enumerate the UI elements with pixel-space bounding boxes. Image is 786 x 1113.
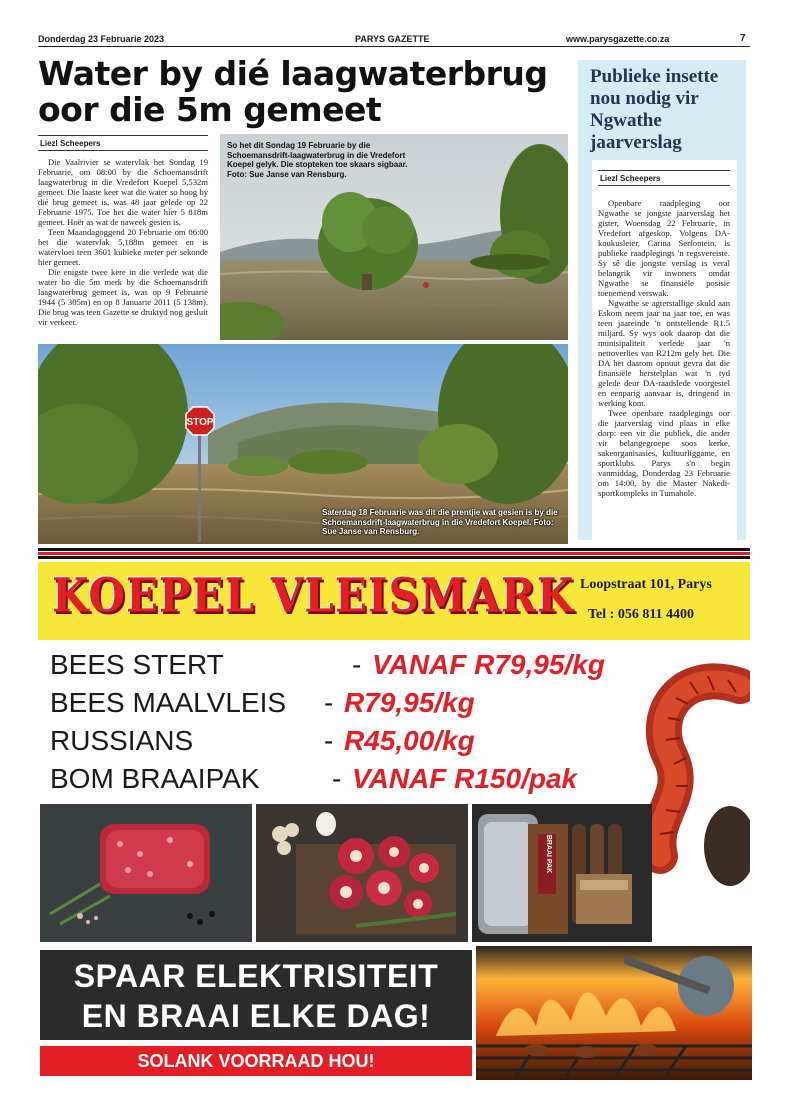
braai-fire-photo: [476, 946, 752, 1080]
main-author: Liezl Scheepers: [40, 139, 101, 148]
shop-address: Loopstraat 101, Parys: [580, 577, 712, 592]
stock-note: SOLANK VOORRAAD HOU!: [137, 1051, 375, 1071]
oxtail-photo: [256, 804, 468, 942]
oxtail-image: [256, 804, 468, 942]
photo1-caption: So het dit Sondag 19 Februarie by die Schoemansdrift-laagwaterbrug in die Vredefort Koepel gelyk. Die stopteken toe skaars sigbaar. Foto: Sue Janse van Rensburg.: [227, 141, 408, 179]
side-title-line: jaarverslag: [590, 132, 682, 153]
main-headline: [38, 56, 568, 128]
price-row: [50, 650, 605, 680]
product-price: VANAF R150/pak: [352, 763, 578, 794]
shop-telephone[interactable]: Tel : 056 811 4400: [588, 607, 695, 622]
main-paragraph: Die enigste twee kere in die verlede wat die water bo die 5m merk by die Schoemansdrift laagwaterbrug gemeet is, was op 9 Februarie 1944 (5 305m) en op 8 Januarie 2011 (5 138m). Die brug was teen Gazette se druktyd nog gesluit vir verkeer.: [38, 267, 208, 327]
product-dash: -: [324, 687, 334, 718]
ad-stripe: [38, 556, 750, 559]
mince-image: [40, 804, 252, 942]
braaipak-image: [472, 804, 652, 942]
main-paragraph: Die Vaalrivier se watervlak het Sondag 19 Februarie, om 08:00 by die Schoemansdrift laagwaterbrug in die Vredefort Koepel 5,532m gemeet. Die laaste keer wat die water so hoog by dié brug gemeet is, was 48 jaar gelede op 22 Februarie 1975. Toe het die water hier 5 818m gemeet. Hoër as wat de naweek gesien is.: [38, 157, 208, 227]
side-title-line: Ngwathe: [590, 110, 662, 131]
photo2-caption: Saterdag 18 Februarie was dit die prentjie wat gesien is by die Schoemansdrift-laagwaterbrug in die Vredefort Koepel. Foto: Sue Janse van Rensburg.: [322, 508, 558, 536]
main-paragraph: Teen Maandagoggend 20 Februarie om 06:00 het die watervlak 5,188m gemeet en is watervloei teen 3601 kubieke meter per sekonde hier gemeet.: [38, 227, 208, 267]
mince-photo: [40, 804, 252, 942]
side-article-body: [598, 198, 730, 498]
side-article-title: [590, 66, 740, 154]
product-price: R45,00/kg: [344, 725, 475, 756]
headline-line-2: oor die 5m gemeet: [38, 90, 382, 129]
flood-photo-saturday: [38, 344, 568, 544]
slogan-box: [40, 950, 472, 1040]
paper-name: PARYS GAZETTE: [355, 34, 430, 44]
flood-photo-sunday: [220, 134, 568, 340]
brand-logo: KOEPEL VLEISMARK: [52, 568, 575, 623]
product-name: BEES STERT: [50, 649, 224, 680]
price-row: [50, 764, 577, 794]
website[interactable]: www.parysgazette.co.za: [566, 34, 670, 44]
slogan-line-2: EN BRAAI ELKE DAG!: [81, 998, 431, 1034]
product-price: R79,95/kg: [344, 687, 475, 718]
product-name: RUSSIANS: [50, 725, 194, 756]
side-title-line: nou nodig vir: [590, 88, 699, 109]
issue-date: Donderdag 23 Februarie 2023: [38, 34, 165, 44]
ad-stripe: [38, 552, 750, 555]
side-paragraph: Ngwathe se agterstallige skuld aan Eskom neem jaar na jaar toe, en was teen jaareinde 'n ontstellende R1.5 miljard. Sy wys ook daarop dat die munisipaliteit verlede jaar 'n nettoverlies van R212m gely het. Die DA het daarom opnuut gevra dat die finansiële herstelplan wat 'n tyd gelede deur DA-raadslede voorgestel en eenparig aanvaar is, dringend in werking kom.: [598, 298, 730, 408]
stop-sign-text: STOP: [186, 417, 214, 428]
product-name: BEES MAALVLEIS: [50, 687, 287, 718]
product-dash: -: [332, 763, 342, 794]
header-rule: [38, 46, 750, 47]
braai-fire-image: [476, 946, 752, 1080]
ad-stripe: [38, 548, 750, 551]
price-row: [50, 688, 475, 718]
product-price: VANAF R79,95/kg: [372, 649, 605, 680]
price-row: [50, 726, 475, 756]
pack-label: BRAAI PAK: [545, 834, 552, 874]
product-name: BOM BRAAIPAK: [50, 763, 260, 794]
side-paragraph: Twee openbare raadplegings oor die jaarverslag vind plaas in elke dorp: een vir die publiek, die ander vir belangegroepe soos kerke, sakeorganisasies, kultuurliggame, en sportklubs. Parys s'n begin vanmiddag, Donderdag 23 Februarie om 14:00, by die Master Nakedi-sportkompleks in Tumahole.: [598, 408, 730, 498]
stock-note-bar: [40, 1046, 472, 1076]
side-author-rule-bottom: [598, 185, 730, 186]
side-paragraph: Openbare raadpleging oor Ngwathe se jongste jaarverslag het gister, Woensdag 22 Februarie, in Vredefort afgeskop. Volgens DA-koukusleier, Carina Serfontein, is publieke raadplegings 'n regsvereiste. Sy sê die jongste verslag is veral belangrik vir inwoners omdat Ngwathe se finansiële posisie toenemend verswak.: [598, 198, 730, 298]
product-dash: -: [352, 649, 362, 680]
slogan-line-1: SPAAR ELEKTRISITEIT: [73, 958, 439, 994]
author-rule: [38, 135, 208, 136]
main-article-body: [38, 157, 208, 327]
page-number: 7: [740, 33, 746, 44]
side-author: Liezl Scheepers: [600, 174, 661, 183]
product-dash: -: [324, 725, 334, 756]
side-title-line: Publieke insette: [590, 66, 719, 87]
braaipak-photo: [472, 804, 652, 942]
headline-line-1: Water by dié laagwaterbrug: [38, 54, 548, 93]
side-author-rule: [598, 170, 730, 171]
author-rule-bottom: [38, 150, 208, 151]
